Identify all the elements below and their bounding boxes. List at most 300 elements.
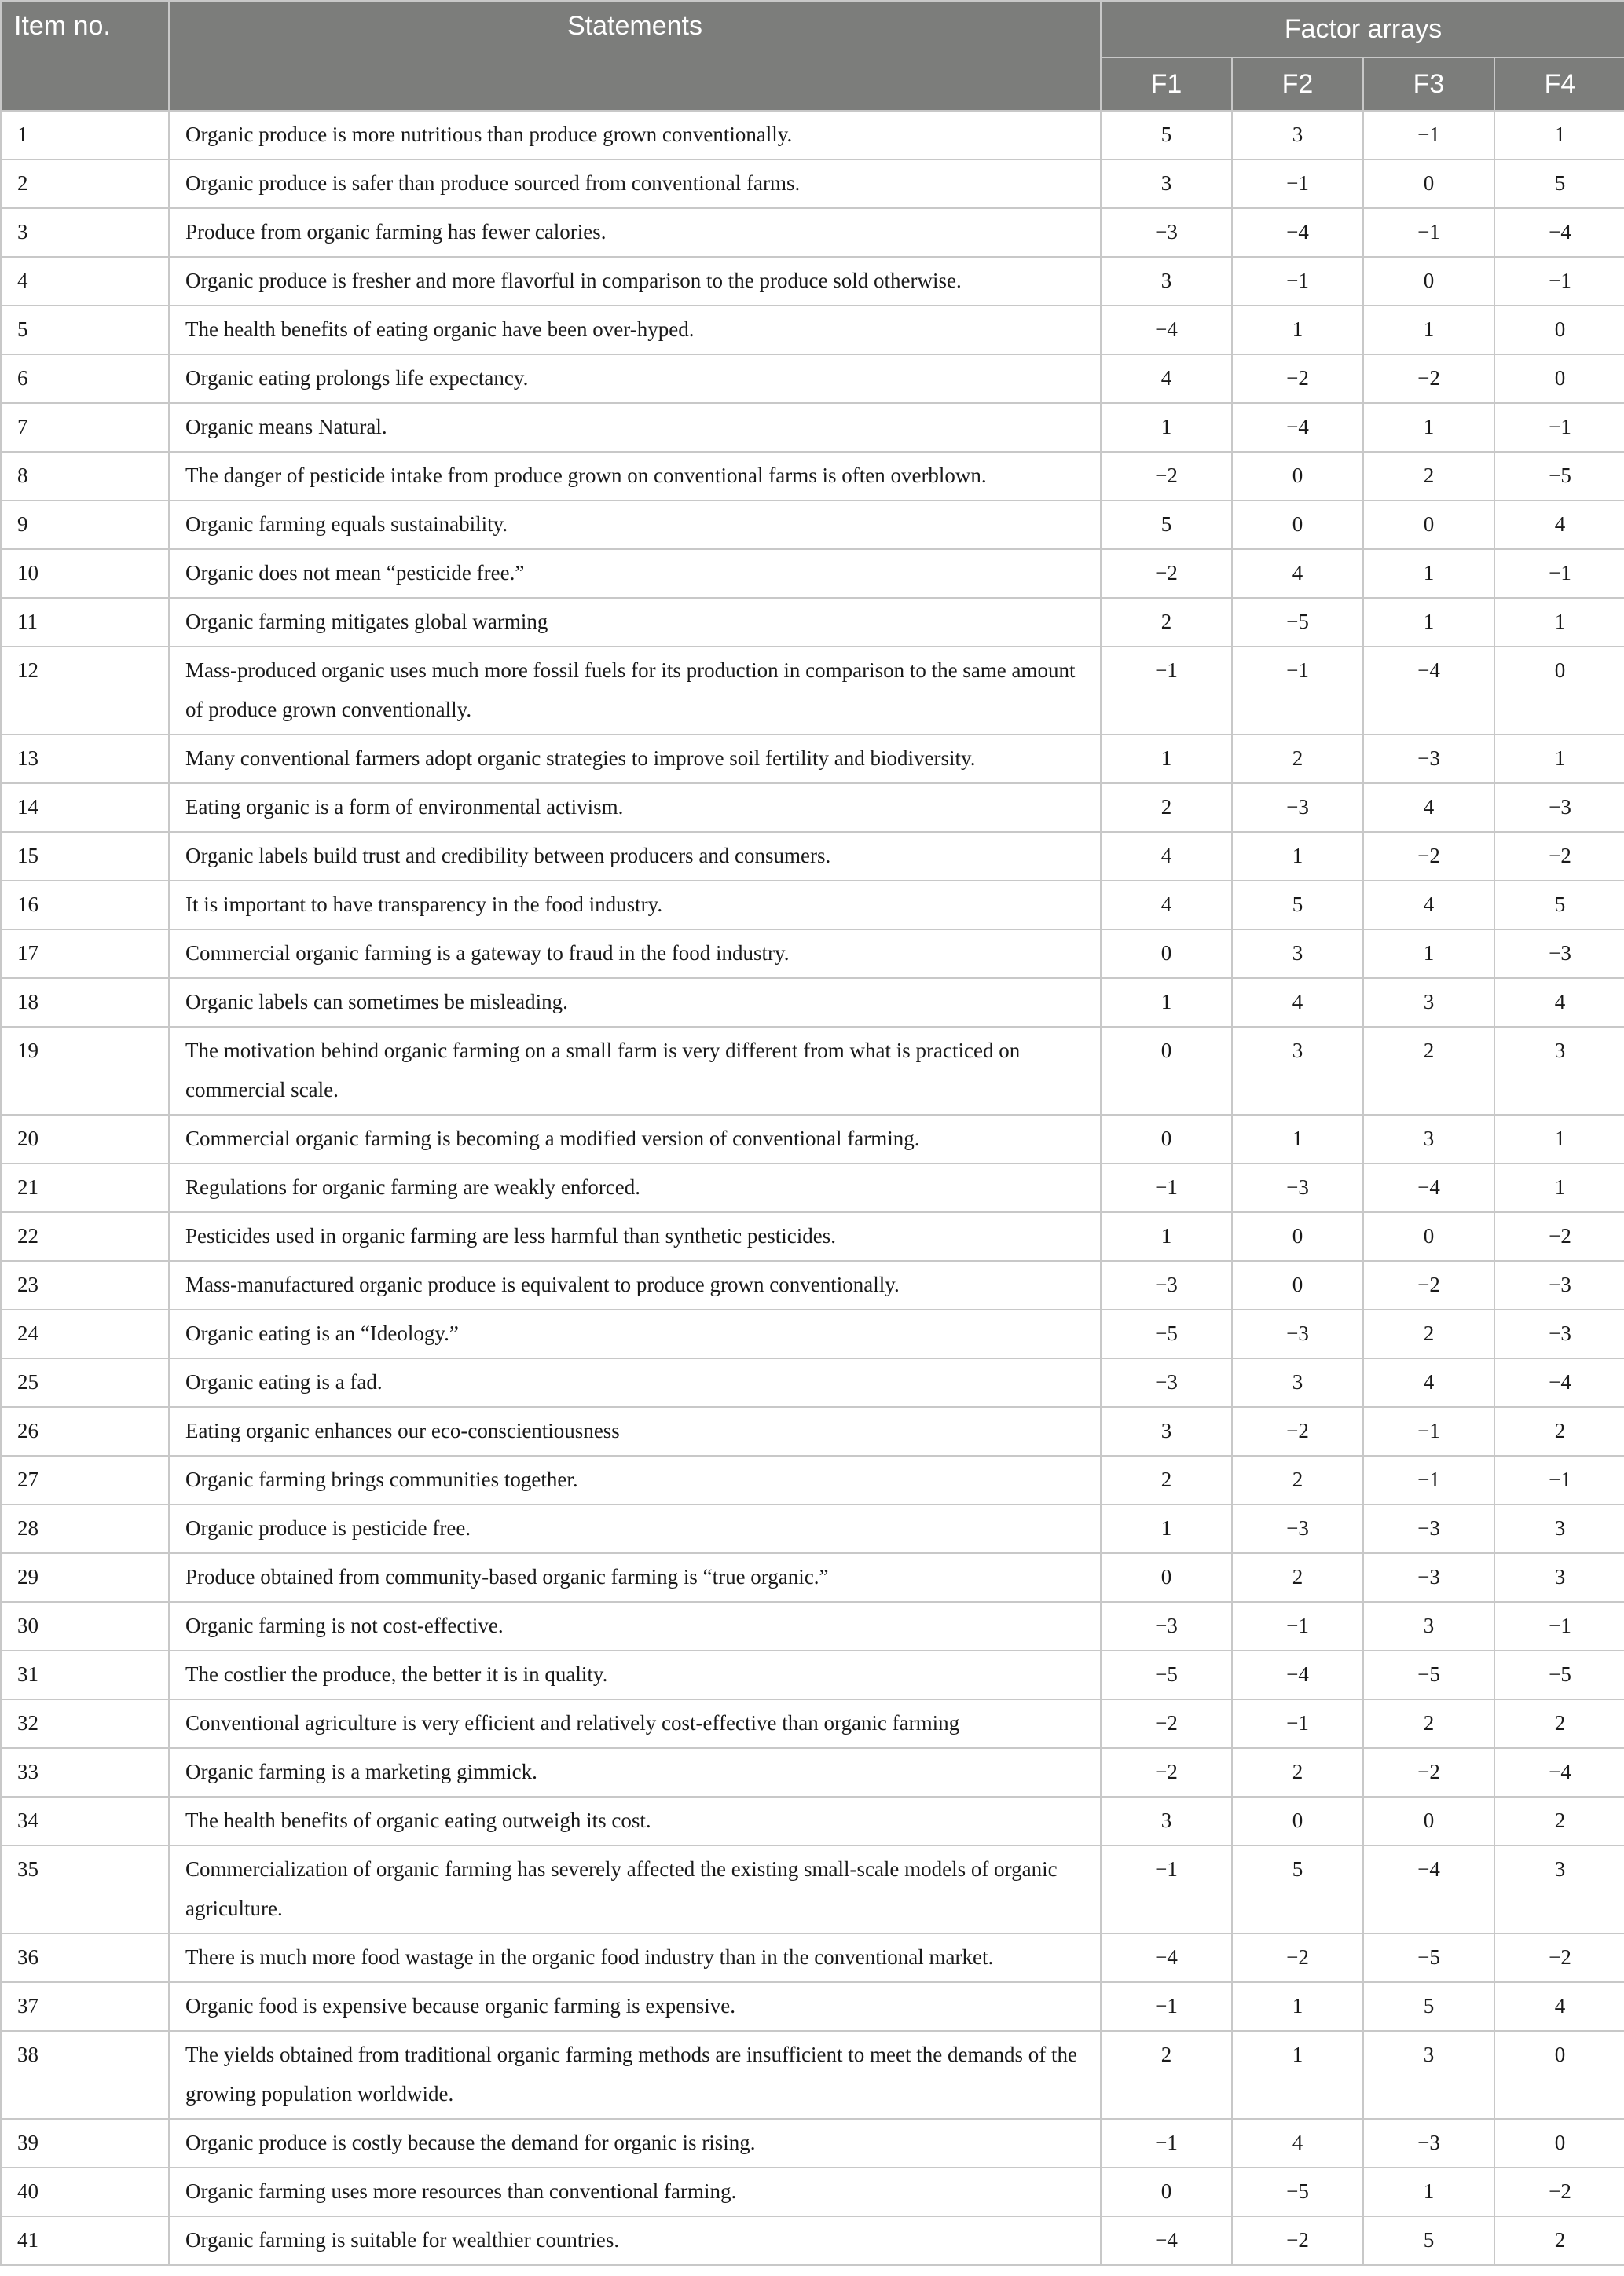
statement-text: The yields obtained from traditional organic farming methods are insufficient to meet the demands of the growing population worldwide. <box>185 2043 1077 2106</box>
factor-f2-cell <box>1232 354 1363 403</box>
table-row <box>1 1407 1624 1456</box>
item-number: 35 <box>17 1857 38 1881</box>
statement-cell <box>169 1261 1101 1310</box>
factor-f4-cell <box>1494 1456 1624 1505</box>
factor-value: −3 <box>1549 1273 1571 1296</box>
table-row <box>1 1261 1624 1310</box>
item-number: 41 <box>17 2228 38 2252</box>
table-row <box>1 500 1624 549</box>
factor-value: 5 <box>1292 892 1303 916</box>
factor-value: 0 <box>1554 2043 1566 2066</box>
factor-value: 4 <box>1554 990 1566 1013</box>
statement-text: Organic farming equals sustainability. <box>185 512 508 536</box>
factor-value: −4 <box>1417 1175 1440 1199</box>
factor-value: 3 <box>1292 1039 1303 1062</box>
factor-f1-cell <box>1101 1115 1232 1164</box>
item-number-cell <box>1 2031 169 2119</box>
statement-text: The motivation behind organic farming on a small farm is very different from what is practiced on commercial scale. <box>185 1039 1021 1101</box>
factor-value: 0 <box>1554 317 1566 341</box>
factor-f3-cell <box>1363 881 1494 929</box>
header-factor-arrays: Factor arrays <box>1101 1 1624 57</box>
factor-value: −2 <box>1286 2228 1309 2252</box>
item-number-cell <box>1 1310 169 1358</box>
table-row <box>1 2168 1624 2216</box>
factor-value: 1 <box>1554 746 1566 770</box>
factor-f1-cell <box>1101 1164 1232 1212</box>
factor-value: −1 <box>1155 2131 1178 2154</box>
header-factor-f2: F2 <box>1232 57 1363 111</box>
factor-f3-cell <box>1363 1982 1494 2031</box>
factor-f4-cell <box>1494 1505 1624 1553</box>
factor-f1-cell <box>1101 159 1232 208</box>
factor-value: 0 <box>1292 464 1303 487</box>
factor-value: −2 <box>1417 366 1440 390</box>
factor-value: −5 <box>1155 1662 1178 1686</box>
statement-cell <box>169 1164 1101 1212</box>
factor-f3-cell <box>1363 783 1494 832</box>
item-number-cell <box>1 1027 169 1115</box>
factor-f1-cell <box>1101 783 1232 832</box>
item-number-cell <box>1 1651 169 1699</box>
factor-value: −1 <box>1286 1711 1309 1735</box>
factor-f3-cell <box>1363 2168 1494 2216</box>
factor-value: −2 <box>1286 366 1309 390</box>
item-number-cell <box>1 735 169 783</box>
item-number: 20 <box>17 1127 38 1150</box>
table-row <box>1 1933 1624 1982</box>
factor-f3-cell <box>1363 549 1494 598</box>
factor-f1-cell <box>1101 208 1232 257</box>
factor-value: −3 <box>1155 1273 1178 1296</box>
factor-f2-cell <box>1232 1933 1363 1982</box>
factor-f2-cell <box>1232 159 1363 208</box>
factor-f3-cell <box>1363 1358 1494 1407</box>
statement-cell <box>169 2119 1101 2168</box>
item-number-cell <box>1 1261 169 1310</box>
item-number-cell <box>1 1358 169 1407</box>
factor-f1-cell <box>1101 2119 1232 2168</box>
header-factor-f1: F1 <box>1101 57 1232 111</box>
factor-value: 0 <box>1292 1273 1303 1296</box>
item-number: 11 <box>17 610 38 633</box>
item-number-cell <box>1 1212 169 1261</box>
factor-value: 1 <box>1292 2043 1303 2066</box>
statement-cell <box>169 1505 1101 1553</box>
factor-f4-cell <box>1494 1115 1624 1164</box>
table-row <box>1 354 1624 403</box>
statement-cell <box>169 403 1101 452</box>
statement-text: Organic farming brings communities together. <box>185 1468 578 1491</box>
header-statements: Statements <box>169 1 1101 111</box>
statement-text: There is much more food wastage in the organic food industry than in the conventional market. <box>185 1945 994 1969</box>
statement-text: Produce from organic farming has fewer calories. <box>185 220 607 244</box>
factor-value: 5 <box>1292 1857 1303 1881</box>
factor-value: 2 <box>1554 2228 1566 2252</box>
item-number: 29 <box>17 1565 38 1589</box>
item-number: 3 <box>17 220 28 244</box>
item-number-cell <box>1 598 169 647</box>
factor-value: −3 <box>1286 1321 1309 1345</box>
item-number: 8 <box>17 464 28 487</box>
factor-f4-cell <box>1494 111 1624 159</box>
statement-cell <box>169 306 1101 354</box>
factor-f4-cell <box>1494 354 1624 403</box>
factor-f2-cell <box>1232 2168 1363 2216</box>
item-number-cell <box>1 2119 169 2168</box>
statement-text: Eating organic is a form of environmental activism. <box>185 795 624 819</box>
statement-cell <box>169 598 1101 647</box>
item-number-cell <box>1 2168 169 2216</box>
header-factor-f4: F4 <box>1494 57 1624 111</box>
statement-text: Organic farming is not cost-effective. <box>185 1614 504 1637</box>
factor-f4-cell <box>1494 1212 1624 1261</box>
statement-text: Produce obtained from community-based organic farming is “true organic.” <box>185 1565 829 1589</box>
factor-value: 4 <box>1292 2131 1303 2154</box>
table-row <box>1 257 1624 306</box>
factor-f3-cell <box>1363 257 1494 306</box>
factor-value: −1 <box>1155 658 1178 682</box>
factor-value: −2 <box>1155 464 1178 487</box>
factor-f1-cell <box>1101 598 1232 647</box>
item-number: 6 <box>17 366 28 390</box>
factor-value: −2 <box>1417 844 1440 867</box>
factor-f2-cell <box>1232 832 1363 881</box>
factor-value: 2 <box>1292 746 1303 770</box>
table-row <box>1 549 1624 598</box>
statement-cell <box>169 1115 1101 1164</box>
factor-value: 0 <box>1160 1565 1172 1589</box>
factor-f4-cell <box>1494 549 1624 598</box>
factor-f1-cell <box>1101 1982 1232 2031</box>
factor-value: −4 <box>1286 1662 1309 1686</box>
factor-f3-cell <box>1363 1407 1494 1456</box>
factor-value: −1 <box>1549 1468 1571 1491</box>
factor-value: −1 <box>1549 1614 1571 1637</box>
factor-f1-cell <box>1101 500 1232 549</box>
factor-f1-cell <box>1101 403 1232 452</box>
factor-f4-cell <box>1494 783 1624 832</box>
factor-f1-cell <box>1101 1027 1232 1115</box>
table-row <box>1 1553 1624 1602</box>
factor-f2-cell <box>1232 735 1363 783</box>
factor-f2-cell <box>1232 978 1363 1027</box>
item-number: 10 <box>17 561 38 585</box>
table-row <box>1 647 1624 735</box>
factor-f2-cell <box>1232 1982 1363 2031</box>
table-row <box>1 1748 1624 1797</box>
item-number-cell <box>1 1115 169 1164</box>
item-number-cell <box>1 354 169 403</box>
item-number: 4 <box>17 269 28 292</box>
item-number-cell <box>1 111 169 159</box>
factor-f4-cell <box>1494 832 1624 881</box>
factor-value: 1 <box>1160 1224 1172 1248</box>
factor-value: 2 <box>1160 2043 1172 2066</box>
statement-cell <box>169 881 1101 929</box>
item-number: 22 <box>17 1224 38 1248</box>
statement-cell <box>169 1602 1101 1651</box>
table-row <box>1 783 1624 832</box>
factor-f3-cell <box>1363 1553 1494 1602</box>
factor-f4-cell <box>1494 881 1624 929</box>
item-number: 16 <box>17 892 38 916</box>
table-row <box>1 832 1624 881</box>
item-number: 18 <box>17 990 38 1013</box>
factor-f4-cell <box>1494 1748 1624 1797</box>
factor-value: −1 <box>1417 220 1440 244</box>
item-number: 19 <box>17 1039 38 1062</box>
table-row <box>1 1456 1624 1505</box>
item-number: 12 <box>17 658 38 682</box>
factor-value: −4 <box>1417 658 1440 682</box>
statement-text: Commercial organic farming is a gateway to fraud in the food industry. <box>185 941 790 965</box>
factor-f2-cell <box>1232 1456 1363 1505</box>
factor-value: 4 <box>1423 892 1435 916</box>
factor-f1-cell <box>1101 549 1232 598</box>
statement-text: Organic farming uses more resources than conventional farming. <box>185 2179 737 2203</box>
statement-cell <box>169 1310 1101 1358</box>
factor-f2-cell <box>1232 306 1363 354</box>
factor-value: 1 <box>1160 746 1172 770</box>
statement-cell <box>169 1212 1101 1261</box>
factor-value: 3 <box>1160 171 1172 195</box>
statement-cell <box>169 1845 1101 1933</box>
factor-f3-cell <box>1363 978 1494 1027</box>
factor-f3-cell <box>1363 929 1494 978</box>
factor-value: −1 <box>1549 269 1571 292</box>
statement-text: Organic eating prolongs life expectancy. <box>185 366 529 390</box>
factor-value: 2 <box>1160 610 1172 633</box>
factor-f3-cell <box>1363 1261 1494 1310</box>
factor-f1-cell <box>1101 1505 1232 1553</box>
factor-f2-cell <box>1232 1310 1363 1358</box>
factor-value: −1 <box>1286 171 1309 195</box>
factor-value: 1 <box>1292 1127 1303 1150</box>
factor-value: 4 <box>1160 892 1172 916</box>
factor-value: 1 <box>1160 415 1172 438</box>
factor-value: 2 <box>1554 1419 1566 1442</box>
factor-value: 0 <box>1554 2131 1566 2154</box>
factor-value: 1 <box>1554 610 1566 633</box>
statement-cell <box>169 647 1101 735</box>
factor-f4-cell <box>1494 257 1624 306</box>
factor-value: 3 <box>1554 1516 1566 1540</box>
item-number: 26 <box>17 1419 38 1442</box>
statement-text: Regulations for organic farming are weakly enforced. <box>185 1175 641 1199</box>
factor-value: −1 <box>1417 123 1440 146</box>
factor-value: −1 <box>1286 658 1309 682</box>
factor-f1-cell <box>1101 306 1232 354</box>
factor-value: 0 <box>1292 1224 1303 1248</box>
factor-value: −3 <box>1549 941 1571 965</box>
item-number-cell <box>1 1602 169 1651</box>
factor-value: −4 <box>1549 1760 1571 1783</box>
statement-text: Organic labels can sometimes be misleading. <box>185 990 568 1013</box>
item-number: 30 <box>17 1614 38 1637</box>
item-number-cell <box>1 929 169 978</box>
statement-cell <box>169 549 1101 598</box>
item-number-cell <box>1 549 169 598</box>
statement-text: Organic eating is an “Ideology.” <box>185 1321 459 1345</box>
item-number-cell <box>1 1456 169 1505</box>
factor-f3-cell <box>1363 306 1494 354</box>
factor-value: −1 <box>1155 1175 1178 1199</box>
factor-value: −5 <box>1549 464 1571 487</box>
factor-value: 4 <box>1160 366 1172 390</box>
statement-text: Pesticides used in organic farming are less harmful than synthetic pesticides. <box>185 1224 837 1248</box>
factor-f1-cell <box>1101 1261 1232 1310</box>
statement-cell <box>169 1748 1101 1797</box>
factor-value: 2 <box>1292 1468 1303 1491</box>
item-number-cell <box>1 2216 169 2265</box>
factor-value: −2 <box>1549 1945 1571 1969</box>
item-number-cell <box>1 452 169 500</box>
table-row <box>1 1797 1624 1845</box>
factor-f1-cell <box>1101 1933 1232 1982</box>
factor-value: −4 <box>1155 1945 1178 1969</box>
statement-text: The costlier the produce, the better it is in quality. <box>185 1662 608 1686</box>
factor-value: 3 <box>1554 1565 1566 1589</box>
item-number-cell <box>1 208 169 257</box>
factor-value: 5 <box>1554 892 1566 916</box>
factor-f2-cell <box>1232 1212 1363 1261</box>
statement-cell <box>169 2216 1101 2265</box>
statement-cell <box>169 1651 1101 1699</box>
factor-f3-cell <box>1363 1797 1494 1845</box>
table-row <box>1 159 1624 208</box>
factor-value: −4 <box>1155 2228 1178 2252</box>
factor-f3-cell <box>1363 452 1494 500</box>
factor-value: −4 <box>1286 220 1309 244</box>
statement-cell <box>169 1027 1101 1115</box>
item-number: 40 <box>17 2179 38 2203</box>
table-row <box>1 978 1624 1027</box>
statement-cell <box>169 354 1101 403</box>
factor-f4-cell <box>1494 500 1624 549</box>
item-number-cell <box>1 1845 169 1933</box>
table-row <box>1 1212 1624 1261</box>
factor-f1-cell <box>1101 2216 1232 2265</box>
statement-cell <box>169 500 1101 549</box>
factor-value: −2 <box>1549 1224 1571 1248</box>
factor-value: −2 <box>1417 1273 1440 1296</box>
item-number: 17 <box>17 941 38 965</box>
factor-value: 4 <box>1423 1370 1435 1394</box>
statement-text: Conventional agriculture is very efficient and relatively cost-effective than organic farming <box>185 1711 960 1735</box>
factor-f4-cell <box>1494 1982 1624 2031</box>
statement-cell <box>169 1933 1101 1982</box>
factor-value: −1 <box>1155 1994 1178 2018</box>
factor-f1-cell <box>1101 1212 1232 1261</box>
item-number-cell <box>1 1797 169 1845</box>
factor-value: 0 <box>1554 658 1566 682</box>
table-row <box>1 881 1624 929</box>
factor-f4-cell <box>1494 1407 1624 1456</box>
table-row <box>1 208 1624 257</box>
factor-value: 5 <box>1423 2228 1435 2252</box>
factor-value: −1 <box>1417 1419 1440 1442</box>
factor-f2-cell <box>1232 500 1363 549</box>
table-row <box>1 1115 1624 1164</box>
statement-text: Organic farming mitigates global warming <box>185 610 548 633</box>
factor-value: 0 <box>1160 1039 1172 1062</box>
factor-value: −3 <box>1417 1516 1440 1540</box>
factor-value: −1 <box>1155 1857 1178 1881</box>
factor-f3-cell <box>1363 2119 1494 2168</box>
item-number-cell <box>1 306 169 354</box>
factor-value: −4 <box>1286 415 1309 438</box>
table-row <box>1 2216 1624 2265</box>
item-number-cell <box>1 1407 169 1456</box>
item-number-cell <box>1 1164 169 1212</box>
statement-text: Organic eating is a fad. <box>185 1370 383 1394</box>
statement-text: Organic produce is fresher and more flavorful in comparison to the produce sold otherwise. <box>185 269 962 292</box>
factor-value: 5 <box>1554 171 1566 195</box>
factor-value: −3 <box>1286 1516 1309 1540</box>
factor-value: 2 <box>1423 1039 1435 1062</box>
factor-value: 4 <box>1292 561 1303 585</box>
factor-value: 0 <box>1292 512 1303 536</box>
factor-f4-cell <box>1494 2168 1624 2216</box>
item-number: 15 <box>17 844 38 867</box>
factor-value: 2 <box>1423 464 1435 487</box>
factor-f2-cell <box>1232 1699 1363 1748</box>
factor-value: 3 <box>1554 1039 1566 1062</box>
item-number: 13 <box>17 746 38 770</box>
factor-f2-cell <box>1232 1115 1363 1164</box>
factor-f4-cell <box>1494 735 1624 783</box>
factor-f3-cell <box>1363 647 1494 735</box>
factor-value: −5 <box>1417 1945 1440 1969</box>
item-number-cell <box>1 1699 169 1748</box>
factor-value: 1 <box>1423 2179 1435 2203</box>
factor-value: 5 <box>1160 123 1172 146</box>
factor-value: 5 <box>1423 1994 1435 2018</box>
factor-value: −3 <box>1549 795 1571 819</box>
factor-value: −4 <box>1549 1370 1571 1394</box>
factor-f4-cell <box>1494 159 1624 208</box>
factor-f3-cell <box>1363 111 1494 159</box>
factor-f4-cell <box>1494 1027 1624 1115</box>
factor-f4-cell <box>1494 1164 1624 1212</box>
table-row <box>1 306 1624 354</box>
factor-value: 2 <box>1292 1565 1303 1589</box>
factor-value: −3 <box>1417 1565 1440 1589</box>
statement-text: The health benefits of eating organic have been over-hyped. <box>185 317 695 341</box>
factor-f3-cell <box>1363 1748 1494 1797</box>
factor-value: 0 <box>1160 2179 1172 2203</box>
factor-value: 3 <box>1292 123 1303 146</box>
factor-f3-cell <box>1363 1651 1494 1699</box>
factor-value: −3 <box>1286 1175 1309 1199</box>
item-number-cell <box>1 783 169 832</box>
factor-f4-cell <box>1494 978 1624 1027</box>
item-number-cell <box>1 881 169 929</box>
factor-f3-cell <box>1363 1164 1494 1212</box>
factor-value: 4 <box>1423 795 1435 819</box>
factor-f3-cell <box>1363 2031 1494 2119</box>
statement-cell <box>169 257 1101 306</box>
factor-f2-cell <box>1232 1027 1363 1115</box>
factor-f1-cell <box>1101 2031 1232 2119</box>
factor-f3-cell <box>1363 2216 1494 2265</box>
table-row <box>1 1699 1624 1748</box>
factor-f3-cell <box>1363 735 1494 783</box>
factor-f2-cell <box>1232 1553 1363 1602</box>
factor-f4-cell <box>1494 598 1624 647</box>
factor-f2-cell <box>1232 598 1363 647</box>
factor-f2-cell <box>1232 1797 1363 1845</box>
